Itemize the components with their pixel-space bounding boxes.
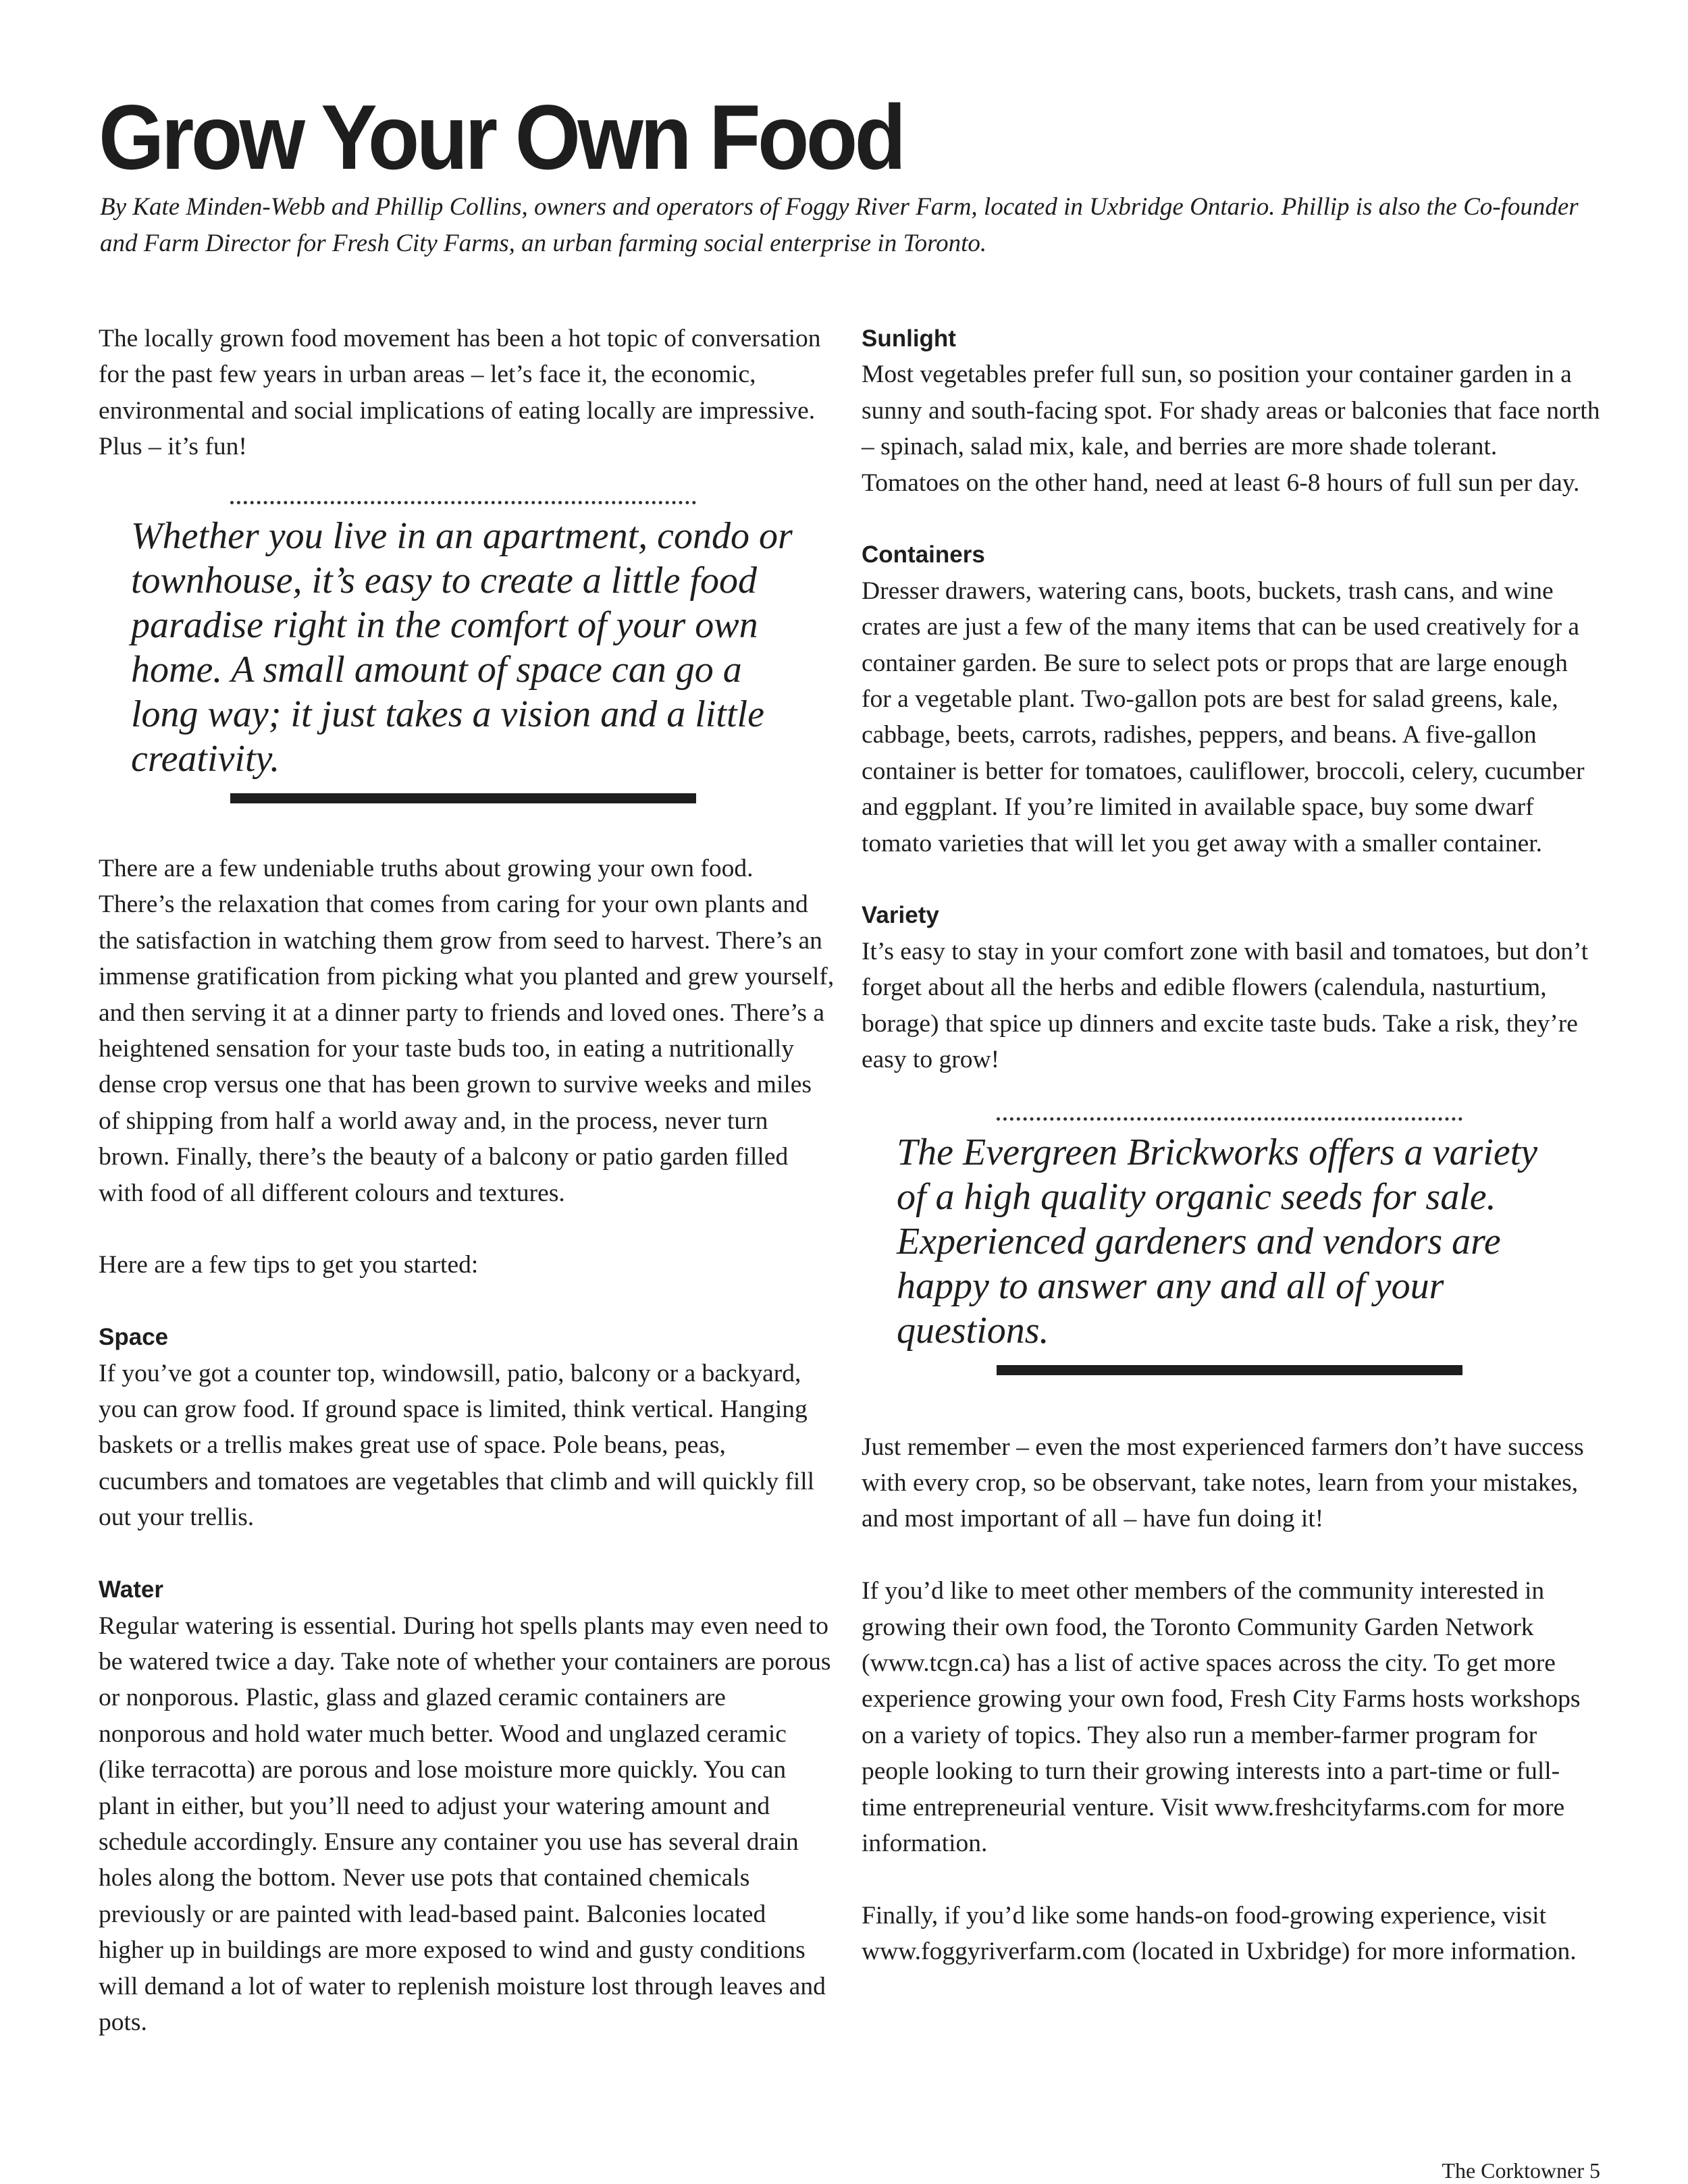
finally-paragraph: Finally, if you’d like some hands-on food-growing experience, visit www.foggyriverfarm.com (located in Uxbridge) for more information.: [862, 1901, 1577, 1966]
pullquote-bar: [997, 1365, 1462, 1375]
article-byline: By Kate Minden-Webb and Phillip Collins, owners and operators of Foggy River Farm, located in Uxbridge Ontario. Phillip is also the Co-founder and Farm Director for Fresh City Farms, an urban farming social enterprise in Toronto.: [100, 193, 1579, 257]
pullquote-bar: [230, 793, 696, 803]
pullquote-text: Whether you live in an apartment, condo or townhouse, it’s easy to create a little food paradise right in the comfort of your own home. A small amount of space can go a long way; it just takes a vision and a little creativity.: [131, 515, 793, 780]
truths-paragraph: There are a few undeniable truths about growing your own food. There’s the relaxation that comes from caring for your own plants and the satisfaction in watching them grow from seed to harvest. There’s an immense gratification from picking what you planted and grew yourself, and then serving it at a dinner party to friends and loved ones. There’s a heightened sensation for your taste buds too, in eating a nutritionally dense crop versus one that has been grown to survive weeks and miles of shipping from half a world away and, in the process, never turn brown. Finally, there’s the beauty of a balcony or patio garden filled with food of all different colours and textures.: [99, 855, 835, 1207]
tips-intro-paragraph: Here are a few tips to get you started:: [99, 1251, 479, 1279]
left-column: [99, 321, 835, 2040]
right-column: [862, 321, 1600, 1970]
pullquote-left: [99, 501, 835, 803]
pullquote-dotted-rule: [997, 1117, 1462, 1121]
community-paragraph: If you’d like to meet other members of the community interested in growing their own food, the Toronto Community Garden Network (www.tcgn.ca) has a list of active spaces across the city. To get more experience growing your own food, Fresh City Farms hosts workshops on a variety of topics. They also run a member-farmer program for people looking to turn their growing interests into a part-time or full-time entrepreneurial venture. Visit www.freshcityfarms.com for more information.: [862, 1577, 1581, 1857]
section-body-sunlight: Most vegetables prefer full sun, so position your container garden in a sunny and south-facing spot. For shady areas or balconies that face north – spinach, salad mix, kale, and berries are more shade tolerant. Tomatoes on the other hand, need at least 6-8 hours of full sun per day.: [862, 361, 1600, 497]
article-title: Grow Your Own Food: [99, 86, 903, 188]
section-heading-sunlight: Sunlight: [862, 325, 956, 352]
remember-paragraph: Just remember – even the most experienced farmers don’t have success with every crop, so be observant, take notes, learn from your mistakes, and most important of all – have fun doing it!: [862, 1433, 1584, 1533]
section-body-containers: Dresser drawers, watering cans, boots, buckets, trash cans, and wine crates are just a few of the many items that can be used creatively for a container garden. Be sure to select pots or props that are large enough for a vegetable plant. Two-gallon pots are best for salad greens, kale, cabbage, beets, carrots, radishes, peppers, and beans. A five-gallon container is better for tomatoes, cauliflower, broccoli, celery, cucumber and eggplant. If you’re limited in available space, buy some dwarf tomato varieties that will let you get away with a smaller container.: [862, 577, 1585, 857]
section-body-space: If you’ve got a counter top, windowsill, patio, balcony or a backyard, you can grow food. If ground space is limited, think vertical. Hanging baskets or a trellis makes great use of space. Pole beans, peas, cucumbers and tomatoes are vegetables that climb and will quickly fill out your trellis.: [99, 1359, 815, 1532]
pullquote-dotted-rule: [230, 501, 696, 504]
section-body-variety: It’s easy to stay in your comfort zone with basil and tomatoes, but don’t forget about all the herbs and edible flowers (calendula, nasturtium, borage) that spice up dinners and excite taste buds. Take a risk, they’re easy to grow!: [862, 937, 1589, 1074]
pullquote-right: [862, 1117, 1600, 1375]
section-heading-variety: Variety: [862, 902, 939, 929]
section-body-water: Regular watering is essential. During hot spells plants may even need to be watered twice a day. Take note of whether your containers are porous or nonporous. Plastic, glass and glazed ceramic containers are nonporous and hold water much better. Wood and unglazed ceramic (like terracotta) are porous and lose moisture more quickly. You can plant in either, but you’ll need to adjust your watering amount and schedule accordingly. Ensure any container you use has several drain holes along the bottom. Never use pots that contained chemicals previously or are painted with lead-based paint. Balconies located higher up in buildings are more exposed to wind and gusty conditions will demand a lot of water to replenish moisture lost through leaves and pots.: [99, 1612, 831, 2036]
section-heading-space: Space: [99, 1324, 169, 1351]
section-heading-containers: Containers: [862, 541, 985, 568]
page-folio: The Corktowner 5: [1442, 2158, 1600, 2183]
section-heading-water: Water: [99, 1576, 163, 1603]
intro-paragraph: The locally grown food movement has been a hot topic of conversation for the past few years in urban areas – let’s face it, the economic, environmental and social implications of eating locally are impressive. Plus – it’s fun!: [99, 325, 821, 461]
pullquote-text: The Evergreen Brickworks offers a variety of a high quality organic seeds for sale. Experienced gardeners and vendors are happy to answer any and all of your questions.: [897, 1131, 1538, 1352]
